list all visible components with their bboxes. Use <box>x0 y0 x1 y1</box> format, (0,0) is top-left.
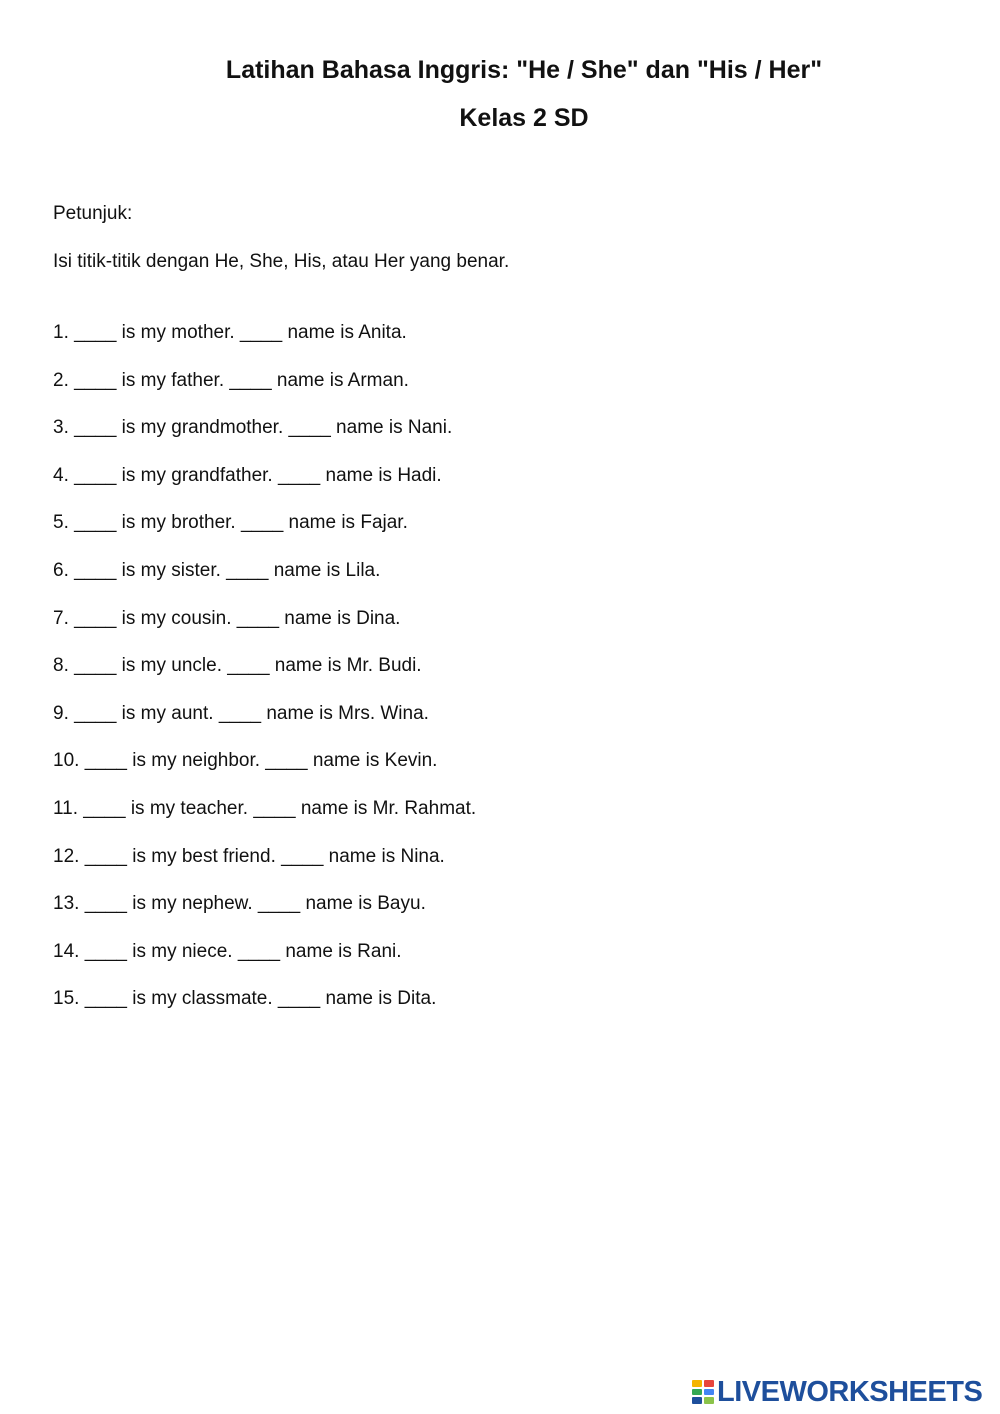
logo-square <box>692 1397 702 1404</box>
question-list <box>53 322 476 1036</box>
question-item: 10. ____ is my neighbor. ____ name is Kevin. <box>53 750 438 772</box>
question-item: 6. ____ is my sister. ____ name is Lila. <box>53 559 381 581</box>
liveworksheets-logo-icon <box>692 1380 714 1404</box>
logo-square <box>704 1397 714 1404</box>
worksheet-subtitle: Kelas 2 SD <box>459 104 589 132</box>
question-item: 15. ____ is my classmate. ____ name is Dita. <box>53 988 437 1010</box>
question-item: 8. ____ is my uncle. ____ name is Mr. Budi. <box>53 655 422 677</box>
instructions-text: Isi titik-titik dengan He, She, His, atau Her yang benar. <box>53 251 510 272</box>
question-item: 12. ____ is my best friend. ____ name is Nina. <box>53 845 445 867</box>
question-item: 13. ____ is my nephew. ____ name is Bayu. <box>53 893 426 915</box>
question-item: 9. ____ is my aunt. ____ name is Mrs. Wina. <box>53 702 429 724</box>
worksheet-title: Latihan Bahasa Inggris: "He / She" dan "His / Her" <box>225 56 823 84</box>
question-item: 3. ____ is my grandmother. ____ name is Nani. <box>53 417 453 439</box>
question-item: 11. ____ is my teacher. ____ name is Mr. Rahmat. <box>53 797 477 819</box>
question-item: 5. ____ is my brother. ____ name is Fajar. <box>53 512 408 534</box>
logo-square <box>704 1380 714 1387</box>
question-item: 4. ____ is my grandfather. ____ name is Hadi. <box>53 464 442 486</box>
logo-square <box>692 1380 702 1387</box>
logo-square <box>704 1389 714 1396</box>
question-item: 7. ____ is my cousin. ____ name is Dina. <box>53 607 401 629</box>
instructions-label: Petunjuk: <box>53 203 133 224</box>
liveworksheets-logo <box>692 1377 982 1407</box>
question-item: 2. ____ is my father. ____ name is Arman. <box>53 369 409 391</box>
question-item: 1. ____ is my mother. ____ name is Anita. <box>53 322 407 343</box>
logo-square <box>692 1389 702 1396</box>
liveworksheets-logo-text: LIVEWORKSHEETS <box>717 1375 983 1408</box>
question-item: 14. ____ is my niece. ____ name is Rani. <box>53 940 402 962</box>
